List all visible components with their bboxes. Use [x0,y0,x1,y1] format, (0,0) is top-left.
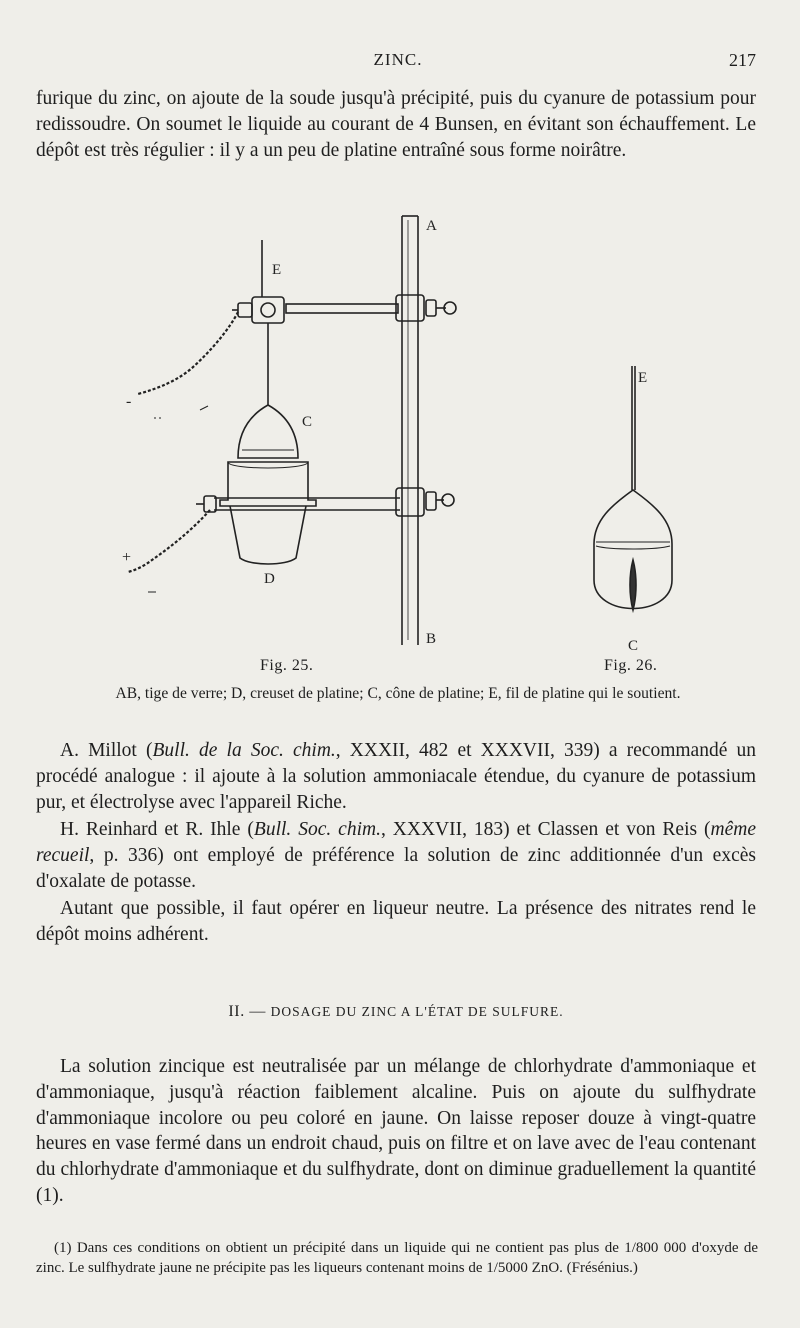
label-e: E [272,262,282,278]
figure-legend: AB, tige de verre; D, creuset de platine; C, cône de platine; E, fil de platine qui le soutient. [115,685,681,702]
label-c-fig26: C [628,638,639,654]
section-number: II. — [228,1003,271,1020]
label-b: B [426,631,437,647]
footnote: (1) Dans ces conditions on obtient un précipité dans un liquide qui ne contient pas plus de 1/800 000 d'oxyde de zinc. Le sulfhydrate jaune ne précipite pas les liqueurs contenant moins de 1/5000 ZnO. (Frésénius.) [36,1240,758,1276]
lower-coiled-wire [128,510,210,572]
upper-coiled-wire [138,312,238,394]
label-a: A [426,218,437,234]
label-minus: - [126,393,132,410]
section-title: DOSAGE DU ZINC A L'ÉTAT DE SULFURE. [270,1004,564,1019]
running-title: ZINC. [373,50,423,69]
paragraph-millot: A. Millot (Bull. de la Soc. chim., XXXII, 482 et XXXVII, 339) a recommandé un procédé analogue : il ajoute à la solution ammoniacale étendue, du cyanure de potassium pur, et électrolyse avec l'appareil Riche. [36,740,756,813]
glass-rod-ab [402,216,418,645]
journal-ref: Bull. de la Soc. chim. [152,740,336,761]
platinum-cone-c [238,405,298,458]
paragraph-continuation: furique du zinc, on ajoute de la soude jusqu'à précipité, puis du cyanure de potassium pour redissoudre. On soumet le liquide au courant de 4 Bunsen, en évitant son échauffement. Le dépôt est très régulier : il y a un peu de platine entraîné sous forme noirâtre. [36,88,756,161]
lower-ring-clamp [196,488,454,516]
paragraph-reinhard: H. Reinhard et R. Ihle (Bull. Soc. chim., XXXVII, 183) et Classen et von Reis (même recueil, p. 336) ont employé de préférence la solution de zinc additionnée d'un excès d'oxalate de potasse. [36,819,756,892]
label-plus: + [122,549,132,566]
journal-ref: Bull. Soc. chim. [253,819,381,840]
running-header [36,50,760,74]
fig26-wire-and-cone [594,366,672,610]
fig25-caption: Fig. 25. [260,657,314,674]
section-heading [36,1003,756,1021]
platinum-crucible-d [220,462,316,564]
paragraph-sulfide: La solution zincique est neutralisée par un mélange de chlorhydrate d'ammoniaque et d'ammoniaque, jusqu'à réaction faiblement alcaline. Puis on ajoute du sulfhydrate d'ammoniaque incolore ou peu coloré en jaune. On laisse reposer douze à vingt-quatre heures en vase fermé dans un endroit chaud, puis on filtre et on lave avec de l'eau contenant du chlorhydrate d'ammoniaque et du sulfhydrate, dont on diminue graduellement la quantité (1). [36,1056,756,1206]
label-e-fig26: E [638,370,648,386]
page-number: 217 [729,50,756,70]
figure-electrolysis-apparatus [100,200,730,660]
upper-clamp [232,295,456,323]
label-c: C [302,414,313,430]
journal-ref-same: même recueil [36,819,756,866]
paragraph-neutral: Autant que possible, il faut opérer en liqueur neutre. La présence des nitrates rend le dépôt moins adhérent. [36,898,756,945]
fig26-caption: Fig. 26. [604,657,658,674]
label-d: D [264,571,275,587]
